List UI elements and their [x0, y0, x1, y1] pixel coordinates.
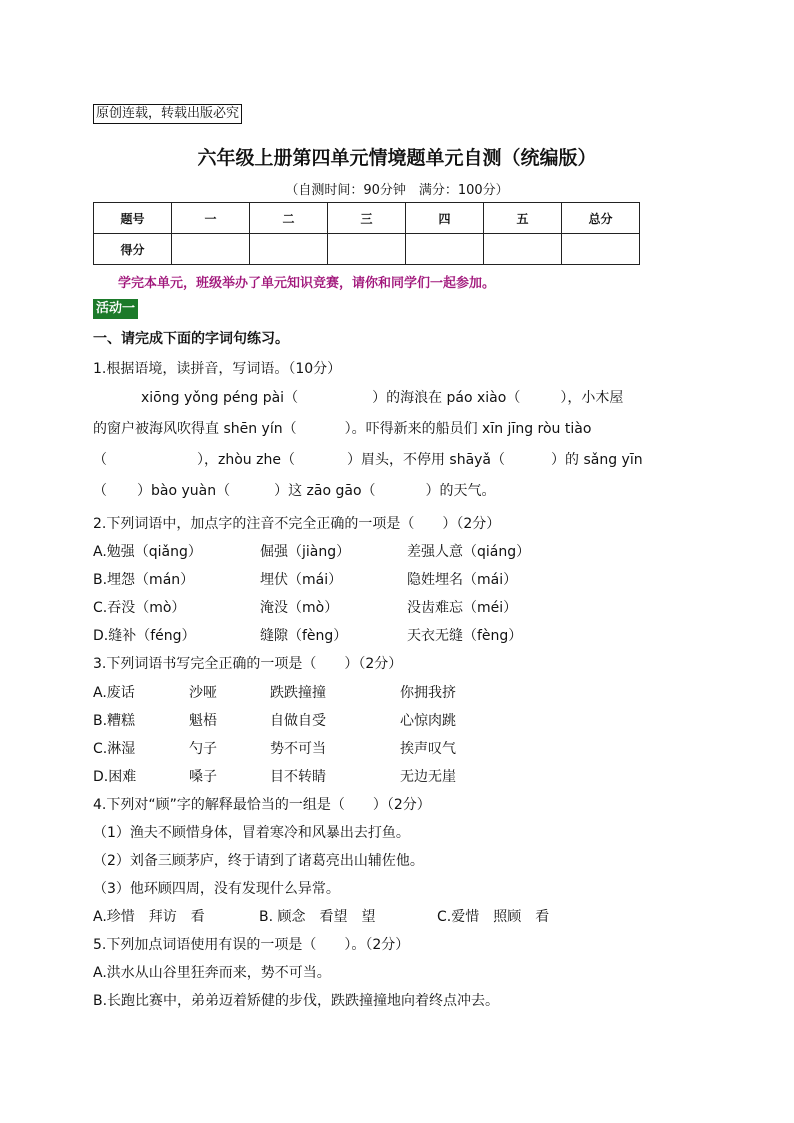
q1-text: ）的 sǎng yīn	[551, 452, 643, 468]
q3-option-d[interactable]	[93, 766, 456, 786]
score-cell[interactable]	[250, 234, 328, 265]
option-word: C.吞没（mò）	[93, 600, 186, 616]
q4-option-b[interactable]: B. 顾念 看望 望	[259, 909, 376, 925]
page-title: 六年级上册第四单元情境题单元自测（统编版）	[197, 147, 597, 169]
score-table	[93, 202, 640, 265]
header-cell: 题号	[94, 203, 172, 234]
activity-badge: 活动一	[93, 299, 138, 319]
header-cell: 四	[406, 203, 484, 234]
option-word: C.淋湿	[93, 741, 136, 757]
option-word: 心惊肉跳	[400, 713, 456, 729]
q1-line-1	[93, 383, 701, 414]
q2-option-c[interactable]	[93, 597, 517, 617]
header-cell: 二	[250, 203, 328, 234]
option-word: 沙哑	[189, 685, 217, 701]
score-table-score-row	[94, 234, 640, 265]
q3-option-b[interactable]	[93, 710, 456, 730]
q2-option-b[interactable]	[93, 569, 517, 589]
option-word: D.困难	[93, 769, 137, 785]
option-word: A.废话	[93, 685, 135, 701]
option-word: 跌跌撞撞	[270, 685, 326, 701]
option-word: 魁梧	[189, 713, 217, 729]
q2-option-a[interactable]	[93, 541, 530, 561]
q5-title: 5.下列加点词语使用有误的一项是（ ）。（2分）	[93, 937, 410, 953]
copyright-notice: 原创连载，转载出版必究	[93, 104, 242, 124]
q1-line-2	[93, 414, 701, 445]
q1-title: 1.根据语境，读拼音，写词语。（10分）	[93, 361, 342, 377]
q1-text: ）眉头，不停用 shāyǎ（	[346, 452, 506, 468]
option-word: A.勉强（qiǎng）	[93, 544, 202, 560]
q4-title: 4.下列对“顾”字的解释最恰当的一组是（ ）（2分）	[93, 797, 431, 813]
q1-text: ）。吓得新来的船员们 xīn jīng ròu tiào	[344, 421, 592, 437]
option-word: 天衣无缝（fèng）	[407, 628, 523, 644]
option-word: 目不转睛	[270, 769, 326, 785]
header-cell: 一	[172, 203, 250, 234]
q2-option-d[interactable]	[93, 625, 522, 645]
q1-text: ）这 zāo gāo（	[274, 483, 376, 499]
q1-text: xiōng yǒng péng pài（	[141, 390, 299, 406]
q3-option-a[interactable]	[93, 682, 456, 702]
q1-line-3	[93, 445, 701, 476]
option-word: 势不可当	[270, 741, 326, 757]
q4-option-c[interactable]: C.爱惜 照顾 看	[437, 909, 550, 925]
q1-text: （	[93, 483, 107, 499]
q2-title: 2.下列词语中，加点字的注音不完全正确的一项是（ ）（2分）	[93, 516, 501, 532]
q1-text: ）的天气。	[425, 483, 496, 499]
q5-option-b[interactable]: B.长跑比赛中，弟弟迈着矫健的步伐，跌跌撞撞地向着终点冲去。	[93, 993, 500, 1009]
option-word: D.缝补（féng）	[93, 628, 196, 644]
q3-title: 3.下列词语书写完全正确的一项是（ ）（2分）	[93, 656, 403, 672]
option-word: 倔强（jiàng）	[260, 544, 351, 560]
q1-text: （	[93, 452, 107, 468]
option-word: 差强人意（qiáng）	[407, 544, 531, 560]
q4-options	[93, 906, 549, 926]
score-cell[interactable]	[328, 234, 406, 265]
q1-text: 的窗户被海风吹得直 shēn yín（	[93, 421, 297, 437]
option-word: 无边无崖	[400, 769, 456, 785]
option-word: 缝隙（fèng）	[260, 628, 348, 644]
q1-text: ），小木屋	[560, 390, 624, 406]
score-cell[interactable]	[562, 234, 640, 265]
option-word: 嗓子	[189, 769, 217, 785]
option-word: B.埋怨（mán）	[93, 572, 195, 588]
q4-item: （2）刘备三顾茅庐，终于请到了诸葛亮出山辅佐他。	[93, 853, 424, 869]
q3-option-c[interactable]	[93, 738, 456, 758]
score-table-header-row	[94, 203, 640, 234]
option-word: B.糟糕	[93, 713, 136, 729]
header-cell: 总分	[562, 203, 640, 234]
score-cell[interactable]	[172, 234, 250, 265]
q1-text: ），zhòu zhe（	[197, 452, 295, 468]
option-word: 没齿难忘（méi）	[407, 600, 518, 616]
option-word: 淹没（mò）	[260, 600, 339, 616]
header-cell: 五	[484, 203, 562, 234]
q1-passage	[93, 383, 701, 507]
q4-item: （1）渔夫不顾惜身体，冒着寒冷和风暴出去打鱼。	[93, 825, 410, 841]
section-heading: 一、请完成下面的字词句练习。	[93, 331, 289, 347]
score-cell[interactable]	[406, 234, 484, 265]
intro-text: 学完本单元，班级举办了单元知识竞赛，请你和同学们一起参加。	[118, 276, 496, 291]
option-word: 挨声叹气	[400, 741, 456, 757]
q1-text: ）的海浪在 páo xiào（	[372, 390, 521, 406]
q4-option-a[interactable]: A.珍惜 拜访 看	[93, 909, 205, 925]
q1-text: ）bào yuàn（	[137, 483, 231, 499]
header-cell: 三	[328, 203, 406, 234]
q5-option-a[interactable]: A.洪水从山谷里狂奔而来，势不可当。	[93, 965, 331, 981]
option-word: 隐姓埋名（mái）	[407, 572, 518, 588]
exam-info: （自测时间：90分钟 满分：100分）	[285, 183, 509, 198]
score-cell[interactable]	[484, 234, 562, 265]
option-word: 自做自受	[270, 713, 326, 729]
score-row-label: 得分	[94, 234, 172, 265]
option-word: 勺子	[189, 741, 217, 757]
option-word: 你拥我挤	[400, 685, 456, 701]
q4-item: （3）他环顾四周，没有发现什么异常。	[93, 881, 340, 897]
option-word: 埋伏（mái）	[260, 572, 343, 588]
q1-line-4	[93, 476, 701, 507]
